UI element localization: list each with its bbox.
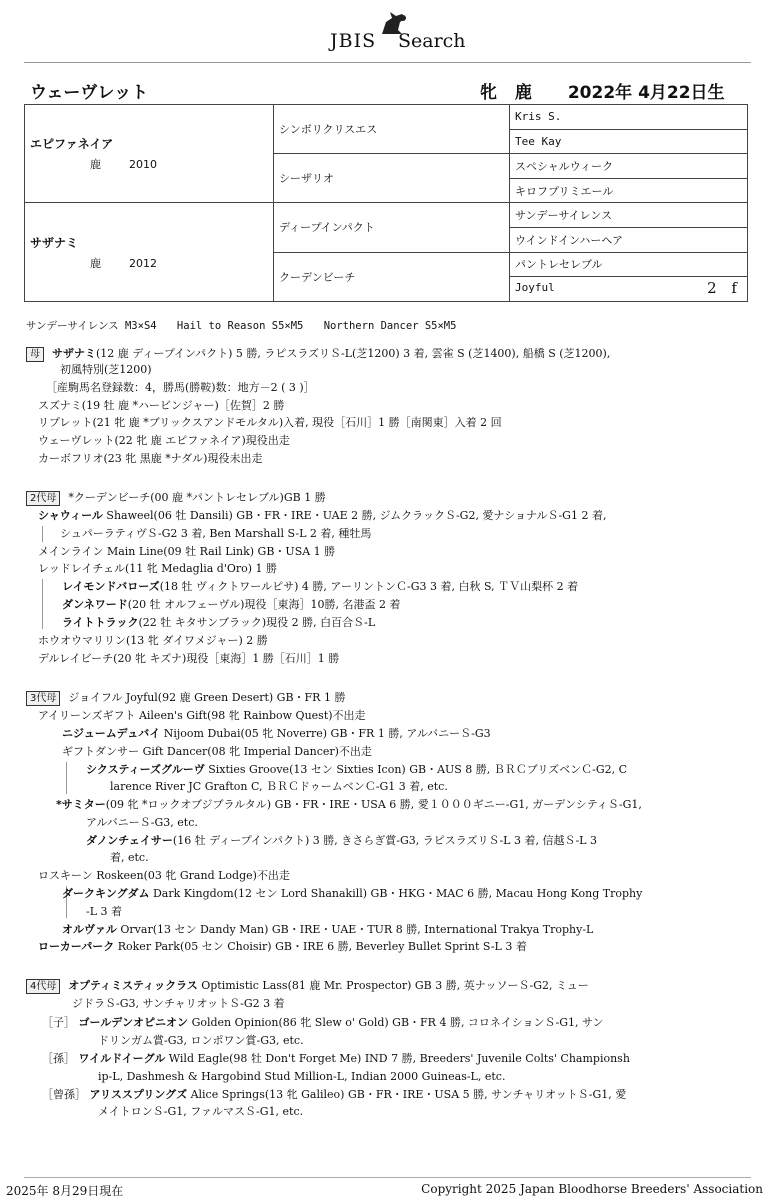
record-line: メイトロンＳ-G1, ファルマスＳ-G1, etc. — [98, 1105, 304, 1118]
pedigree-ds: ディープインパクト — [274, 203, 510, 252]
fourth-dam-record — [26, 978, 589, 995]
record-line — [86, 833, 597, 850]
logo-jbis-text: JBIS — [330, 30, 377, 52]
pedigree-sire — [25, 105, 274, 203]
record-text: Shaweel(06 牡 Dansili) GB・FR・IRE・UAE 2 勝, ジムクラックＳ-G2, 愛ナショナルＳ-G1 2 着, — [106, 509, 607, 522]
record-bold: ダンネワード — [62, 598, 128, 611]
record-line: ［産駒馬名登録数：4，勝馬(勝鞍)数：地方－2 ( 3 )］ — [46, 381, 315, 394]
jbis-search-logo — [330, 8, 466, 54]
record-line: スズナミ(19 牡 鹿 *ハービンジャー)［佐賀］2 勝 — [38, 399, 285, 412]
dam-color: 鹿 — [90, 256, 101, 270]
inbreeding-item: Northern Dancer S5×M5 — [323, 320, 457, 332]
record-text: Nijoom Dubai(05 牝 Noverre) GB・FR 1 勝, アルバニーＳ-G3 — [163, 727, 491, 740]
pedigree-sd: シーザリオ — [274, 154, 510, 203]
record-line: アイリーンズギフト Aileen's Gift(98 牝 Rainbow Quest)不出走 — [38, 709, 366, 722]
record-bold: レイモンドバローズ — [62, 580, 160, 593]
tree-line — [42, 579, 43, 629]
pedigree-table — [24, 104, 748, 302]
record-line: -L 3 着 — [86, 905, 123, 918]
record-line — [56, 797, 642, 814]
record-bold: アリススプリングズ — [89, 1088, 188, 1101]
inbreeding-item: Hail to Reason S5×M5 — [176, 320, 304, 332]
record-line — [62, 579, 578, 596]
record-bold: シャウィール — [38, 509, 103, 522]
pedigree-dds: パントレセレブル — [510, 252, 748, 277]
record-line — [38, 939, 527, 956]
footer-date: 2025年 8月29日現在 — [6, 1184, 124, 1198]
record-line — [42, 1051, 630, 1068]
dam-record-text: (12 鹿 ディープインパクト) 5 勝, ラピスラズリＳ-L(芝1200) 3 着, 雲雀 S (芝1400), 船橋 S (芝1200), — [96, 347, 611, 360]
horse-color: 鹿 — [514, 83, 532, 103]
footer-divider — [24, 1177, 751, 1178]
sire-name: エピファネイア — [30, 137, 114, 152]
record-line: レッドレイチェル(11 牝 Medaglia d'Oro) 1 勝 — [38, 562, 278, 575]
record-prefix: ［孫］ — [42, 1052, 75, 1065]
pedigree-dss: サンデーサイレンス — [510, 203, 748, 228]
record-text: Golden Opinion(86 牝 Slew o' Gold) GB・FR 4 勝, コロネイションＳ-G1, サン — [191, 1016, 604, 1029]
pedigree-dam — [25, 203, 274, 301]
tree-line — [66, 762, 67, 794]
pedigree-ddd-name: Joyful — [515, 280, 555, 294]
record-line: ジドラＳ-G3, サンチャリオットＳ-G2 3 着 — [72, 997, 285, 1010]
sire-year: 2010 — [129, 158, 157, 172]
record-line: 着, etc. — [110, 851, 149, 864]
record-line — [62, 597, 400, 614]
header-divider — [24, 62, 751, 63]
logo-search-text: Search — [398, 30, 466, 52]
record-line: ウェーヴレット(22 牝 鹿 エピファネイア)現役出走 — [38, 434, 290, 447]
record-text: (16 牡 ディープインパクト) 3 勝, きさらぎ賞-G3, ラピスラズリＳ-L 3 着, 信越Ｓ-L 3 — [172, 834, 597, 847]
third-dam-tag: 3代母 — [26, 691, 60, 706]
footer-copyright: Copyright 2025 Japan Bloodhorse Breeders' Association — [421, 1182, 763, 1196]
record-bold: *サミター — [56, 798, 106, 811]
record-bold: シクスティーズグルーヴ — [86, 763, 205, 776]
sire-color: 鹿 — [90, 158, 101, 172]
record-line: デルレイビーチ(20 牝 キズナ)現役［東海］1 勝［石川］1 勝 — [38, 652, 340, 665]
dam-tag: 母 — [26, 347, 44, 362]
record-text: (18 牡 ヴィクトワールピサ) 4 勝, アーリントンＣ-G3 3 着, 白秋 S, ＴＶ山梨杯 2 着 — [159, 580, 579, 593]
record-text: Alice Springs(13 牝 Galileo) GB・FR・IRE・USA 5 勝, サンチャリオットＳ-G1, 愛 — [190, 1088, 627, 1101]
record-bold: ライトトラック — [62, 616, 139, 629]
horse-name: ウェーヴレット — [30, 83, 149, 103]
record-bold: ダノンチェイサー — [86, 834, 173, 847]
pedigree-sss: Kris S. — [510, 105, 748, 130]
record-line — [38, 508, 606, 525]
record-bold: ダークキングダム — [62, 887, 150, 900]
record-line — [62, 615, 375, 632]
record-line — [62, 886, 642, 903]
record-line: *クーデンビーチ(00 鹿 *パントレセレブル)GB 1 勝 — [68, 491, 326, 504]
family-number: 2 f — [707, 278, 742, 297]
dam-year: 2012 — [129, 256, 157, 270]
record-text: (22 牡 キタサンブラック)現役 2 勝, 白百合Ｓ-L — [138, 616, 376, 629]
record-text: Sixties Groove(13 セン Sixties Icon) GB・AUS 8 勝, ＢＲＣブリズベンＣ-G2, C — [208, 763, 628, 776]
second-dam-tag: 2代母 — [26, 491, 60, 506]
record-bold: オルヴァル — [62, 923, 117, 936]
tree-line — [42, 526, 43, 542]
second-dam-record — [26, 490, 326, 507]
record-bold: ワイルドイーグル — [78, 1052, 166, 1065]
inbreeding-line — [26, 318, 470, 333]
record-line: カーボフリオ(23 牝 黒鹿 *ナダル)現役未出走 — [38, 452, 263, 465]
pedigree-ddd — [510, 277, 748, 302]
pedigree-ssd: Tee Kay — [510, 129, 748, 154]
record-prefix: ［子］ — [42, 1016, 75, 1029]
record-line: リプレット(21 牝 鹿 *ブリックスアンドモルタル)入着, 現役［石川］1 勝［南関東］入着 2 回 — [38, 416, 502, 429]
record-text: (09 牝 *ロックオブジブラルタル) GB・FR・IRE・USA 6 勝, 愛１０００ギニー-G1, ガーデンシティＳ-G1, — [105, 798, 642, 811]
record-line: larence River JC Grafton C, ＢＲＣドゥームベンＣ-G1 3 着, etc. — [110, 780, 448, 793]
pedigree-ss: シンボリクリスエス — [274, 105, 510, 154]
inbreeding-item: サンデーサイレンス M3×S4 — [26, 320, 157, 332]
record-text: Dark Kingdom(12 セン Lord Shanakill) GB・HKG・MAC 6 勝, Macau Hong Kong Trophy — [152, 887, 643, 900]
record-line — [42, 1087, 626, 1104]
record-line: ギフトダンサー Gift Dancer(08 牝 Imperial Dancer)不出走 — [62, 745, 372, 758]
record-line: メインライン Main Line(09 牡 Rail Link) GB・USA 1 勝 — [38, 545, 336, 558]
record-line — [62, 726, 491, 743]
record-line: 初風特別(芝1200) — [60, 363, 152, 376]
record-text: Orvar(13 セン Dandy Man) GB・IRE・UAE・TUR 8 勝, International Trakya Trophy-L — [120, 923, 594, 936]
record-line: ドリンガム賞-G3, ロンポワン賞-G3, etc. — [98, 1034, 304, 1047]
record-bold: ニジュームデュバイ — [62, 727, 161, 740]
record-text: Roker Park(05 セン Choisir) GB・IRE 6 勝, Beverley Bullet Sprint S-L 3 着 — [117, 940, 527, 953]
record-line — [62, 922, 593, 939]
record-line: ジョイフル Joyful(92 鹿 Green Desert) GB・FR 1 勝 — [68, 691, 346, 704]
record-line: シュパーラティヴＳ-G2 3 着, Ben Marshall S-L 2 着, 種牡馬 — [60, 527, 372, 540]
fourth-dam-tag: 4代母 — [26, 979, 60, 994]
record-text: (20 牡 オルフェーヴル)現役［東海］10勝, 名港盃 2 着 — [127, 598, 401, 611]
pedigree-dd: クーデンビーチ — [274, 252, 510, 301]
record-text: Optimistic Lass(81 鹿 Mr. Prospector) GB 3 勝, 英ナッソーＳ-G2, ミュー — [201, 979, 589, 992]
pedigree-sdd: キロフプリミエール — [510, 178, 748, 203]
record-text: Wild Eagle(98 牡 Don't Forget Me) IND 7 勝, Breeders' Juvenile Colts' Championsh — [168, 1052, 630, 1065]
record-bold: ローカーパーク — [38, 940, 115, 953]
horse-birth: 2022年 4月22日生 — [567, 83, 725, 103]
dam-name: サザナミ — [30, 235, 79, 250]
record-line: ロスキーン Roskeen(03 牝 Grand Lodge)不出走 — [38, 869, 290, 882]
record-line: ip-L, Dashmesh & Hargobind Stud Million-L, Indian 2000 Guineas-L, etc. — [98, 1070, 506, 1083]
pedigree-sds: スペシャルウィーク — [510, 154, 748, 179]
dam-record-name: サザナミ — [52, 347, 96, 360]
record-line: アルバニーＳ-G3, etc. — [86, 816, 198, 829]
third-dam-record — [26, 690, 345, 707]
record-bold: オプティミスティックラス — [68, 979, 198, 992]
record-prefix: ［曾孫］ — [42, 1088, 86, 1101]
record-line — [42, 1015, 603, 1032]
record-line — [86, 762, 627, 779]
record-line: ホウオウマリリン(13 牝 ダイワメジャー) 2 勝 — [38, 634, 268, 647]
horse-sex: 牝 — [480, 83, 497, 103]
pedigree-dsd: ウインドインハーヘア — [510, 227, 748, 252]
horse-info — [480, 78, 737, 103]
record-bold: ゴールデンオピニオン — [78, 1016, 189, 1029]
dam-record — [26, 346, 610, 363]
